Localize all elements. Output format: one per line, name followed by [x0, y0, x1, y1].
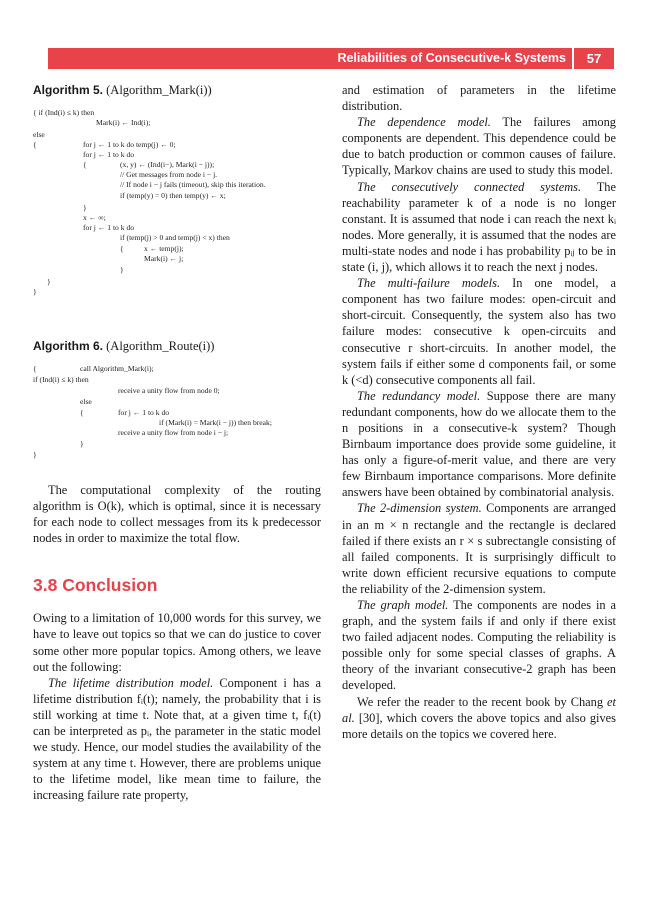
- algorithm-5-name: (Algorithm_Mark(i)): [106, 83, 212, 97]
- code-line: // If node i − j fails (timeout), skip this iteration.: [120, 180, 266, 189]
- connected-paragraph: [342, 179, 616, 276]
- lifetime-paragraph: [33, 675, 321, 804]
- code-line: if (Mark(i) = Mark(i − j)) then break;: [159, 418, 272, 427]
- code-line: else: [80, 397, 92, 406]
- connected-body: The reachability parameter k of a node is no longer constant. It is assumed that node i can reach the next kᵢ nodes. More generally, it is assumed that the nodes are multi-state nodes and node i has probability pᵢⱼ to be in state (i, j), which allows it to reach the next j nodes.: [342, 179, 616, 275]
- code-line: if (Ind(i) ≤ k) then: [33, 375, 89, 384]
- closing-paragraph: [342, 694, 616, 742]
- multifailure-paragraph: [342, 275, 616, 388]
- algorithm-6-name: (Algorithm_Route(i)): [106, 339, 215, 353]
- code-line: x ← ∞;: [83, 213, 106, 222]
- lifetime-body: Component i has a lifetime distribution fᵢ(t); namely, the probability that i is still working at time t. Note that, at a given time t, fᵢ(t) can be interpreted as pᵢ, the parameter in the static model we study. Hence, our model studies the availability of the system at any time t. However, there are problems unique to the lifetime model, like mean time to failure, the increasing failure rate property,: [33, 675, 321, 803]
- dependence-paragraph: [342, 114, 616, 178]
- redundancy-paragraph: [342, 388, 616, 501]
- graph-paragraph: [342, 597, 616, 694]
- code-line: else: [33, 130, 45, 139]
- page-number: 57: [586, 51, 602, 66]
- code-line: if (temp(j) > 0 and temp(j) < x) then: [120, 233, 230, 242]
- code-line: for j ← 1 to k do: [83, 223, 135, 232]
- redundancy-body: Suppose there are many redundant components, how do we allocate them to the n positions in a consecutive-k system? Though Birnbaum importance does provide some guideline, it has only a figure-of-merit value, and there are very few Birnbaum importance comparisons. More definite answers have been obtained by combinatorial analysis.: [342, 388, 616, 500]
- code-line: for j ← 1 to k do temp(j) ← 0;: [83, 140, 176, 149]
- code-line: {: [80, 408, 84, 417]
- code-line: for j ← 1 to k do: [83, 150, 135, 159]
- code-line: }: [120, 265, 124, 274]
- graph-body: The components are nodes in a graph, and the system fails if and only if there exist two failed adjacent nodes. Computing the reliability is possible only for some special classes of graphs. A theory of the invariant consecutive-2 graph has been developed.: [342, 598, 617, 693]
- code-line: if (temp(y) = 0) then temp(y) ← x;: [120, 191, 226, 200]
- code-line: }: [47, 277, 51, 286]
- code-line: x ← temp(j);: [144, 244, 184, 253]
- twodim-paragraph: [342, 500, 616, 597]
- dependence-term: The dependence model.: [357, 115, 491, 130]
- closing-text-a: We refer the reader to the recent book by Chang: [357, 694, 604, 709]
- running-header: [48, 48, 614, 69]
- code-line: receive a unity flow from node i − j;: [118, 428, 229, 437]
- code-line: // Get messages from node i − j.: [120, 170, 218, 179]
- code-line: {: [33, 364, 37, 373]
- algorithm-6-code: [33, 354, 321, 472]
- algorithm-6-label: Algorithm 6.: [33, 339, 104, 353]
- code-line: {: [33, 140, 37, 149]
- algorithm-6-title: [33, 338, 321, 354]
- code-line: }: [80, 439, 84, 448]
- section-heading: 3.8 Conclusion: [33, 575, 158, 596]
- conclusion-intro: Owing to a limitation of 10,000 words for this survey, we have to leave out topics so that we can do justice to cover some other more popular topics. Among others, we leave out the following:: [33, 611, 321, 674]
- graph-term: The graph model.: [357, 598, 449, 612]
- code-line: }: [83, 203, 87, 212]
- code-line: for j ← 1 to k do: [118, 408, 170, 417]
- redundancy-term: The redundancy model.: [357, 388, 481, 403]
- code-line: Mark(i) ← Ind(i);: [96, 118, 151, 127]
- dependence-body: The failures among components are dependent. This dependence could be due to batch production or common causes of failure. Typically, Markov chains are used to study this model.: [342, 115, 616, 178]
- twodim-term: The 2-dimension system.: [357, 501, 482, 516]
- code-line: { if (Ind(i) ≤ k) then: [33, 108, 95, 117]
- code-line: call Algorithm_Mark(i);: [80, 364, 154, 373]
- code-line: {: [83, 160, 87, 169]
- algorithm-5-label: Algorithm 5.: [33, 83, 104, 97]
- right-column: [342, 82, 616, 742]
- multifailure-term: The multi-failure models.: [357, 276, 501, 291]
- twodim-body: Components are arranged in an m × n rectangle and the rectangle is declared failed if there exists an r × s subrectangle consisting of all failed components. It is surprisingly difficult to write down efficient recursive equations to compute the reliability of the 2-dimension system.: [342, 501, 616, 596]
- running-title: Reliabilities of Consecutive-k Systems: [337, 51, 566, 65]
- code-line: }: [33, 287, 37, 296]
- code-line: receive a unity flow from node 0;: [118, 386, 220, 395]
- left-column: [33, 82, 321, 804]
- closing-text-b: [30], which covers the above topics and also gives more details on the topics we covered here.: [342, 710, 616, 741]
- code-line: }: [33, 450, 37, 459]
- closing-etal: et al.: [342, 694, 616, 725]
- multifailure-body: In one model, a component has two failure modes: open-circuit and short-circuit. Consequently, the system also has two failure modes: consecutive k open-circuits and consecutive r short-circuits. In another model, the system fails if either some d components fail, or some k (<d) consecutive components all fail.: [342, 276, 616, 387]
- code-line: {: [120, 244, 124, 253]
- code-line: Mark(i) ← j;: [144, 254, 184, 263]
- algorithm-5-code: [33, 98, 321, 296]
- continued-paragraph: and estimation of parameters in the lifetime distribution.: [342, 83, 616, 114]
- code-line: (x, y) ← (Ind(i−), Mark(i − j));: [120, 160, 215, 169]
- lifetime-term: The lifetime distribution model.: [48, 675, 214, 690]
- complexity-paragraph: The computational complexity of the routing algorithm is O(k), which is optimal, since it is necessary for each node to collect messages from its k predecessor nodes in order to maximize the total flow.: [33, 483, 321, 546]
- connected-term: The consecutively connected systems.: [357, 179, 582, 194]
- algorithm-5-title: [33, 82, 321, 98]
